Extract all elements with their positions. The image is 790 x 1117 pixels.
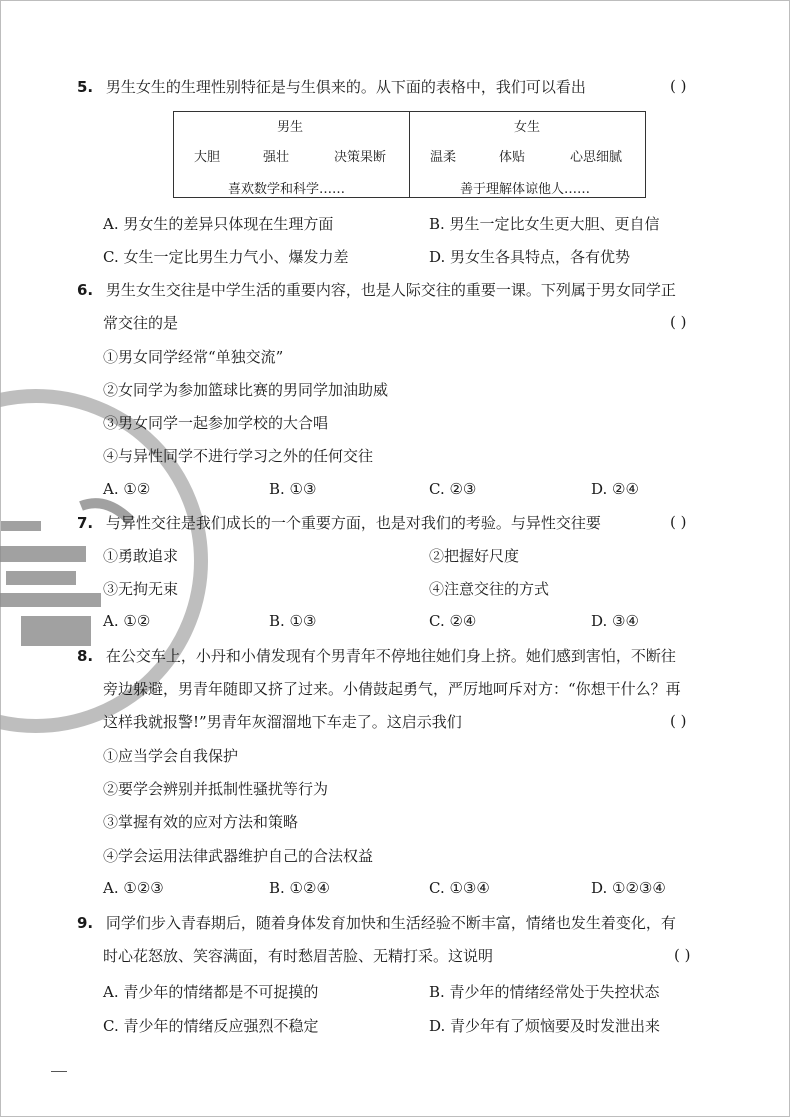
option-b[interactable]: B. ①③ xyxy=(269,612,317,630)
option-c[interactable]: C. 青少年的情绪反应强烈不稳定 xyxy=(103,1017,319,1035)
statement-item: ②把握好尺度 xyxy=(429,547,520,565)
statement-item: ③男女同学一起参加学校的大合唱 xyxy=(103,414,329,432)
question-5-stem xyxy=(77,77,586,97)
option-d[interactable]: D. 男女生各具特点，各有优势 xyxy=(429,248,631,266)
question-number: 5. xyxy=(77,78,94,96)
option-d[interactable]: D. ①②③④ xyxy=(591,879,666,897)
statement-item: ④注意交往的方式 xyxy=(429,580,550,598)
option-c[interactable]: C. ②③ xyxy=(429,480,477,498)
statement-item: ③无拘无束 xyxy=(103,580,179,598)
statement-item: ①勇敢追求 xyxy=(103,547,179,565)
option-b[interactable]: B. ①③ xyxy=(269,480,317,498)
female-footer: 善于理解体谅他人…… xyxy=(460,182,591,197)
question-text: 与异性交往是我们成长的一个重要方面，也是对我们的考验。与异性交往要 xyxy=(105,514,601,532)
question-number: 8. xyxy=(77,647,94,665)
question-text: 男生女生交往是中学生活的重要内容，也是人际交往的重要一课。下列属于男女同学正 xyxy=(105,281,676,299)
option-b[interactable]: B. 青少年的情绪经常处于失控状态 xyxy=(429,983,660,1001)
male-column xyxy=(174,112,409,197)
question-6-stem xyxy=(77,280,676,300)
option-d[interactable]: D. ③④ xyxy=(591,612,639,630)
question-text-cont: 常交往的是 xyxy=(103,314,179,332)
statement-item: ①男女同学经常“单独交流” xyxy=(103,348,284,366)
female-header: 女生 xyxy=(514,120,541,135)
answer-bracket: ( ) xyxy=(670,513,687,531)
answer-bracket: ( ) xyxy=(674,946,691,964)
question-text: 同学们步入青春期后，随着身体发育加快和生活经验不断丰富，情绪也发生着变化，有 xyxy=(105,914,676,932)
question-text: 在公交车上，小丹和小倩发现有个男青年不停地往她们身上挤。她们感到害怕，不断往 xyxy=(105,647,676,665)
option-a[interactable]: A. ①② xyxy=(103,612,151,630)
question-9-stem xyxy=(77,913,676,933)
female-trait: 心思细腻 xyxy=(570,150,623,165)
male-trait: 决策果断 xyxy=(334,150,387,165)
question-text: 男生女生的生理性别特征是与生俱来的。从下面的表格中，我们可以看出 xyxy=(105,78,586,96)
option-a[interactable]: A. 青少年的情绪都是不可捉摸的 xyxy=(103,983,319,1001)
page-footer-dash xyxy=(51,1071,67,1072)
male-trait: 大胆 xyxy=(194,150,221,165)
female-trait: 温柔 xyxy=(430,150,457,165)
question-8-stem xyxy=(77,646,676,666)
option-d[interactable]: D. 青少年有了烦恼要及时发泄出来 xyxy=(429,1017,661,1035)
male-header: 男生 xyxy=(277,120,304,135)
female-trait: 体贴 xyxy=(499,150,526,165)
option-b[interactable]: B. ①②④ xyxy=(269,879,330,897)
option-a[interactable]: A. ①②③ xyxy=(103,879,164,897)
question-text-cont: 这样我就报警!”男青年灰溜溜地下车走了。这启示我们 xyxy=(103,713,462,731)
question-text-cont: 旁边躲避，男青年随即又挤了过来。小倩鼓起勇气，严厉地呵斥对方：“你想干什么？再 xyxy=(103,680,681,698)
gender-trait-table xyxy=(173,111,646,198)
statement-item: ②女同学为参加篮球比赛的男同学加油助威 xyxy=(103,381,389,399)
statement-item: ④与异性同学不进行学习之外的任何交往 xyxy=(103,447,374,465)
female-column xyxy=(410,112,645,197)
statement-item: ④学会运用法律武器维护自己的合法权益 xyxy=(103,847,374,865)
question-7-stem xyxy=(77,513,601,533)
male-footer: 喜欢数学和科学…… xyxy=(228,182,346,197)
option-a[interactable]: A. ①② xyxy=(103,480,151,498)
option-c[interactable]: C. ①③④ xyxy=(429,879,490,897)
answer-bracket: ( ) xyxy=(670,313,687,331)
statement-item: ②要学会辨别并抵制性骚扰等行为 xyxy=(103,780,329,798)
question-text-cont: 时心花怒放、笑容满面，有时愁眉苦脸、无精打采。这说明 xyxy=(103,947,494,965)
question-number: 6. xyxy=(77,281,94,299)
option-b[interactable]: B. 男生一定比女生更大胆、更自信 xyxy=(429,215,660,233)
answer-bracket: ( ) xyxy=(670,77,687,95)
answer-bracket: ( ) xyxy=(670,712,687,730)
option-c[interactable]: C. ②④ xyxy=(429,612,477,630)
male-trait: 强壮 xyxy=(263,150,290,165)
option-d[interactable]: D. ②④ xyxy=(591,480,639,498)
question-number: 9. xyxy=(77,914,94,932)
question-number: 7. xyxy=(77,514,94,532)
option-a[interactable]: A. 男女生的差异只体现在生理方面 xyxy=(103,215,334,233)
statement-item: ①应当学会自我保护 xyxy=(103,747,239,765)
statement-item: ③掌握有效的应对方法和策略 xyxy=(103,813,299,831)
option-c[interactable]: C. 女生一定比男生力气小、爆发力差 xyxy=(103,248,349,266)
